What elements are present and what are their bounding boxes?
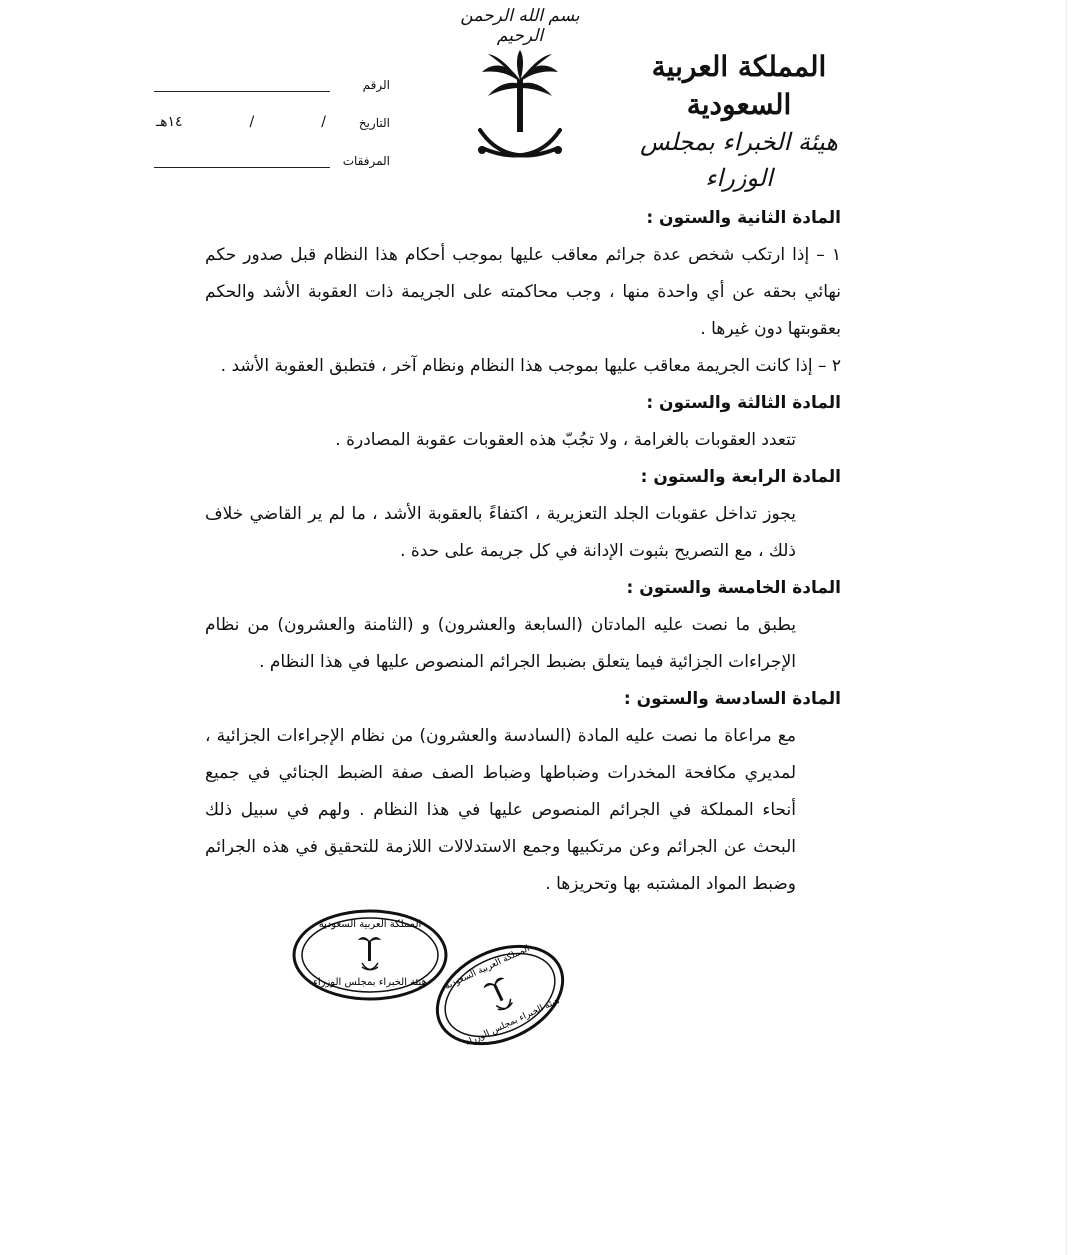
article-title: المادة الخامسة والستون : <box>626 578 841 598</box>
date-sep-1: / <box>321 114 326 130</box>
ref-number-row <box>150 54 390 92</box>
seal1-bottom-text: هيئة الخبراء بمجلس الوزراء <box>313 977 427 988</box>
basmala: بسم الله الرحمن الرحيم <box>460 6 580 46</box>
article-title: المادة الرابعة والستون : <box>640 467 841 487</box>
attachments-label: المرفقات <box>342 154 390 168</box>
article-paragraph: ٢ – إذا كانت الجريمة معاقب عليها بموجب هذا النظام ونظام آخر ، فتطبق العقوبة الأشد . <box>220 356 841 376</box>
reference-block <box>150 54 390 168</box>
seal2-top-text: المملكة العربية السعودية <box>443 943 532 992</box>
article-title: المادة الثانية والستون : <box>646 208 841 228</box>
article-66 <box>205 681 841 903</box>
date-year-suffix: ١٤هـ <box>156 114 183 130</box>
ministry-line-1: المملكة العربية السعودية <box>651 50 827 121</box>
ministry-letterhead <box>604 48 874 196</box>
ref-number-line <box>154 77 330 92</box>
seal2-bottom-text: هيئة الخبراء بمجلس الوزراء <box>464 996 562 1049</box>
official-seal-2-icon <box>425 935 575 1055</box>
article-title: المادة الثالثة والستون : <box>646 393 841 413</box>
article-paragraph: يطبق ما نصت عليه المادتان (السابعة والعشرون) و (الثامنة والعشرون) من نظام الإجراءات الجزائية فيما يتعلق بضبط الجرائم المنصوص عليها في هذا النظام . <box>205 615 796 672</box>
date-row <box>150 92 390 130</box>
article-65 <box>205 570 841 681</box>
palm-swords-emblem-icon <box>470 50 570 170</box>
date-label: التاريخ <box>358 116 390 130</box>
seal1-top-text: المملكة العربية السعودية <box>318 919 422 930</box>
article-paragraph: يجوز تداخل عقوبات الجلد التعزيرية ، اكتفاءً بالعقوبة الأشد ، ما لم ير القاضي خلاف ذلك ، مع التصريح بثبوت الإدانة في كل جريمة على حدة . <box>205 504 796 561</box>
date-value <box>150 114 330 130</box>
attachments-line <box>154 153 330 168</box>
date-sep-2: / <box>249 114 255 130</box>
scan-edge-line <box>1066 0 1067 1255</box>
article-title: المادة السادسة والستون : <box>623 689 841 709</box>
article-paragraph: ١ – إذا ارتكب شخص عدة جرائم معاقب عليها بموجب أحكام هذا النظام قبل صدور حكم نهائي بحقه عن أي واحدة منها ، وجب محاكمته على الجريمة ذات العقوبة الأشد والحكم بعقوبتها دون غيرها . <box>205 245 841 339</box>
article-63 <box>205 385 841 459</box>
article-62 <box>205 200 841 385</box>
article-paragraph: تتعدد العقوبات بالغرامة ، ولا تجُبّ هذه العقوبات عقوبة المصادرة . <box>335 430 796 450</box>
article-64 <box>205 459 841 570</box>
ministry-line-2: هيئة الخبراء بمجلس الوزراء <box>640 128 838 192</box>
attachments-row <box>150 130 390 168</box>
article-paragraph: مع مراعاة ما نصت عليه المادة (السادسة والعشرون) من نظام الإجراءات الجزائية ، لمديري مكافحة المخدرات وضباطها وضباط الصف صفة الضبط الجنائي في جميع أنحاء المملكة في الجرائم المنصوص عليها في هذا النظام . ولهم في سبيل ذلك البحث عن الجرائم وعن مرتكبيها وجمع الاستدلالات اللازمة للتحقيق في هذه الجرائم وضبط المواد المشتبه بها وتحريزها . <box>205 726 796 894</box>
document-body <box>205 200 841 903</box>
ref-number-label: الرقم <box>362 78 390 92</box>
